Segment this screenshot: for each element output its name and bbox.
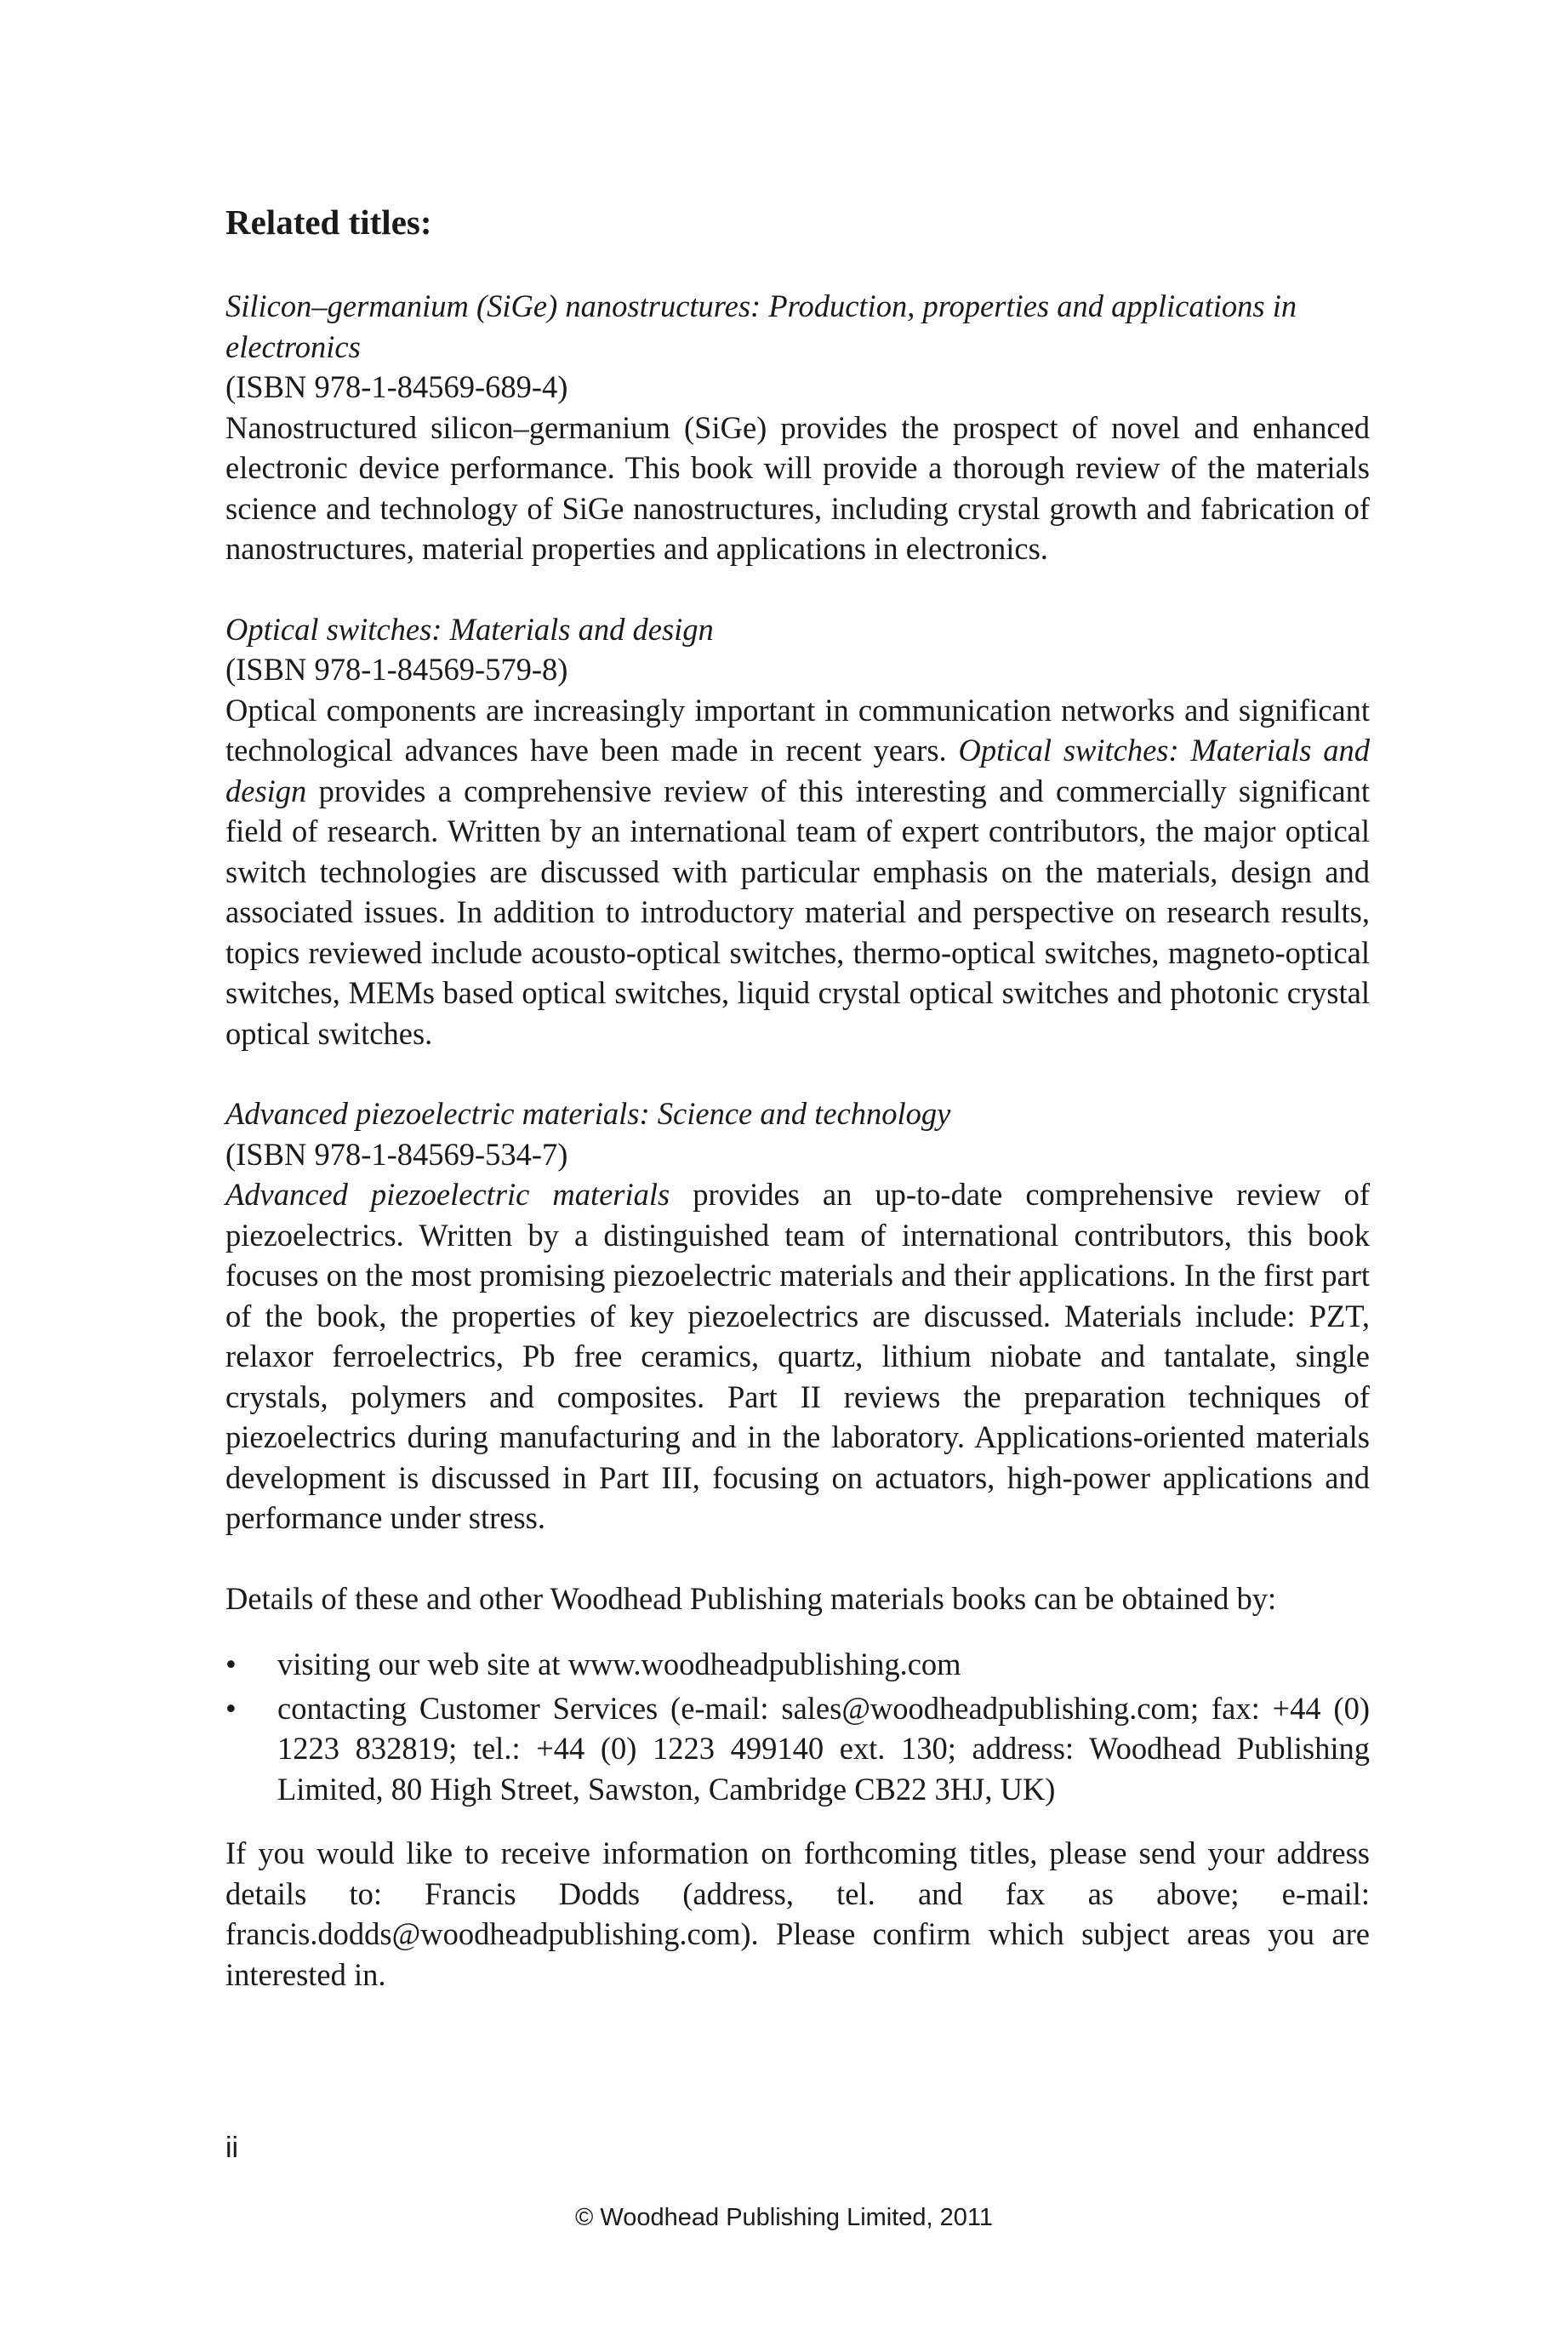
book-description (225, 690, 1370, 1054)
copyright-footer: © Woodhead Publishing Limited, 2011 (574, 2204, 994, 2231)
book-description-italic: Optical switches: Materials and design (225, 733, 1371, 808)
related-title-entry (225, 1093, 1370, 1539)
book-description (225, 1174, 1370, 1539)
book-title: Silicon–germanium (SiGe) nanostructures: Production, properties and applications in electronics (225, 288, 1297, 364)
related-title-entry (225, 609, 1370, 1054)
book-isbn: (ISBN 978-1-84569-689-4) (225, 369, 568, 404)
closing-paragraph: If you would like to receive information on forthcoming titles, please send your address details to: Francis Dodds (address, tel. and fax as above; e-mail: francis.dodds@woodheadpublishing.com). Please confirm which subject areas you are interested in. (225, 1835, 1370, 1992)
book-description-text: Optical components are increasingly important in communication networks and significant technological advances have been made in recent years. (225, 692, 1370, 768)
book-description-text: provides an up-to-date comprehensive review of piezoelectrics. Written by a distinguished team of international contributors, this book focuses on the most promising piezoelectric materials and their applications. In the first part of the book, the properties of key piezoelectrics are discussed. Materials include: PZT, relaxor ferroelectrics, Pb free ceramics, quartz, lithium niobate and tantalate, single crystals, polymers and composites. Part II reviews the preparation techniques of piezoelectrics during manufacturing and in the laboratory. Applications-oriented materials development is discussed in Part III, focusing on actuators, high-power applications and performance under stress. (225, 1177, 1370, 1535)
book-title: Optical switches: Materials and design (225, 611, 714, 647)
page-number: ii (225, 2132, 239, 2164)
book-description-italic: Advanced piezoelectric materials (225, 1177, 670, 1212)
page-content (225, 201, 1370, 2020)
bullet-icon: • (225, 1690, 237, 1726)
bullet-icon: • (225, 1647, 237, 1681)
book-isbn: (ISBN 978-1-84569-534-7) (225, 1136, 568, 1172)
related-title-entry (225, 286, 1370, 569)
list-item (225, 1688, 1370, 1810)
book-title: Advanced piezoelectric materials: Science and technology (225, 1096, 951, 1131)
list-item (225, 1644, 1370, 1685)
list-item-text: visiting our web site at www.woodheadpublishing.com (277, 1647, 961, 1681)
details-intro: Details of these and other Woodhead Publishing materials books can be obtained by: (225, 1580, 1277, 1616)
book-isbn: (ISBN 978-1-84569-579-8) (225, 652, 568, 687)
book-description-text: provides a comprehensive review of this interesting and commercially significant field of research. Written by an international team of expert contributors, the major optical switch technologies are discussed with particular emphasis on the materials, design and associated issues. In addition to introductory material and perspective on research results, topics reviewed include acousto-optical switches, thermo-optical switches, magneto-optical switches, MEMs based optical switches, liquid crystal optical switches and photonic crystal optical switches. (225, 773, 1370, 1051)
list-item-text: contacting Customer Services (e-mail: sales@woodheadpublishing.com; fax: +44 (0) 1223 832819; tel.: +44 (0) 1223 499140 ext. 130; address: Woodhead Publishing Limited, 80 High Street, Sawston, Cambridge CB22 3HJ, UK) (277, 1690, 1370, 1807)
book-description: Nanostructured silicon–germanium (SiGe) provides the prospect of novel and enhanced electronic device performance. This book will provide a thorough review of the materials science and technology of SiGe nanostructures, including crystal growth and fabrication of nanostructures, material properties and applications in electronics. (225, 409, 1370, 566)
page-heading: Related titles: (225, 203, 432, 242)
contact-list (225, 1644, 1370, 1809)
